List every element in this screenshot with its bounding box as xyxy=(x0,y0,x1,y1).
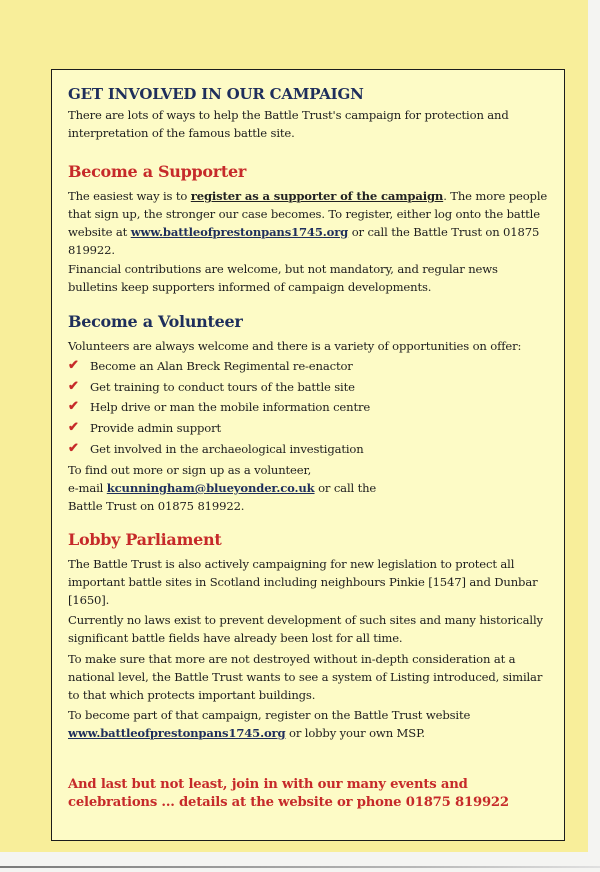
lobby-paragraph-2: Currently no laws exist to prevent development of such sites and many historically significant battle fields have already been lost for all time. xyxy=(68,613,543,645)
list-item xyxy=(68,438,550,459)
text-segment: or call the Battle Trust on 01875 819922. xyxy=(68,225,540,257)
lobby-paragraph-1: The Battle Trust is also actively campaigning for new legislation to protect all important battle sites in Scotland including neighbours Pinkie [1547] and Dunbar [1650]. xyxy=(68,557,538,607)
checkmark-icon: ✔ xyxy=(68,420,79,436)
footer-callout xyxy=(68,776,550,812)
text-segment: To become part of that campaign, register on the Battle Trust website xyxy=(68,708,471,722)
text-segment: or call the xyxy=(314,481,377,495)
list-item-label: Get training to conduct tours of the battle site xyxy=(90,379,355,394)
text-segment: The easiest way is to xyxy=(68,189,191,203)
register-supporter-link[interactable]: register as a supporter of the campaign xyxy=(190,189,444,203)
volunteer-intro: Volunteers are always welcome and there is a variety of opportunities on offer: xyxy=(68,339,522,353)
list-item xyxy=(68,418,550,439)
checkmark-icon: ✔ xyxy=(68,358,79,374)
text-segment: or lobby your own MSP. xyxy=(285,726,425,740)
intro-paragraph: There are lots of ways to help the Battle Trust's campaign for protection and interpretation of the famous battle site. xyxy=(68,108,509,140)
volunteer-heading: Become a Volunteer xyxy=(68,312,243,331)
lobby-paragraph-4 xyxy=(68,706,550,742)
page-title: GET INVOLVED IN OUR CAMPAIGN xyxy=(68,85,364,103)
email-link[interactable]: kcunningham@blueyonder.co.uk xyxy=(106,481,315,495)
supporter-paragraph-1 xyxy=(68,187,550,259)
supporter-heading: Become a Supporter xyxy=(68,162,246,181)
website-link[interactable]: www.battleofprestonpans1745.org xyxy=(130,225,349,239)
supporter-paragraph-2: Financial contributions are welcome, but not mandatory, and regular news bulletins keep supporters informed of campaign developments. xyxy=(68,262,498,294)
list-item-label: Get involved in the archaeological investigation xyxy=(90,441,364,456)
list-item-label: Help drive or man the mobile information centre xyxy=(90,400,371,415)
checkmark-icon: ✔ xyxy=(68,440,79,456)
checkmark-icon: ✔ xyxy=(68,399,79,415)
list-item-label: Become an Alan Breck Regimental re-enactor xyxy=(90,359,353,374)
volunteer-opportunities-list xyxy=(68,356,550,459)
text-segment: e-mail xyxy=(68,481,107,495)
text-segment: . The more people that sign up, the stronger our case becomes. To register, either log onto the battle website at xyxy=(68,189,548,239)
list-item xyxy=(68,397,550,418)
lobby-heading: Lobby Parliament xyxy=(68,530,222,549)
page-edge-divider xyxy=(0,866,600,868)
checkmark-icon: ✔ xyxy=(68,378,79,394)
footer-line-1: And last but not least, join in with our many events and xyxy=(68,777,468,792)
list-item xyxy=(68,356,550,377)
website-link[interactable]: www.battleofprestonpans1745.org xyxy=(68,726,286,740)
lobby-paragraph-3: To make sure that more are not destroyed without in-depth consideration at a national level, the Battle Trust wants to see a system of Listing introduced, similar to that which protects important buildings. xyxy=(68,652,543,702)
footer-line-2: celebrations ... details at the website or phone 01875 819922 xyxy=(68,795,509,810)
list-item xyxy=(68,377,550,398)
content-box xyxy=(51,69,565,841)
text-segment: Battle Trust on 01875 819922. xyxy=(68,499,245,513)
list-item-label: Provide admin support xyxy=(90,421,222,436)
volunteer-contact xyxy=(68,461,550,515)
text-segment: To find out more or sign up as a volunteer, xyxy=(68,463,312,477)
